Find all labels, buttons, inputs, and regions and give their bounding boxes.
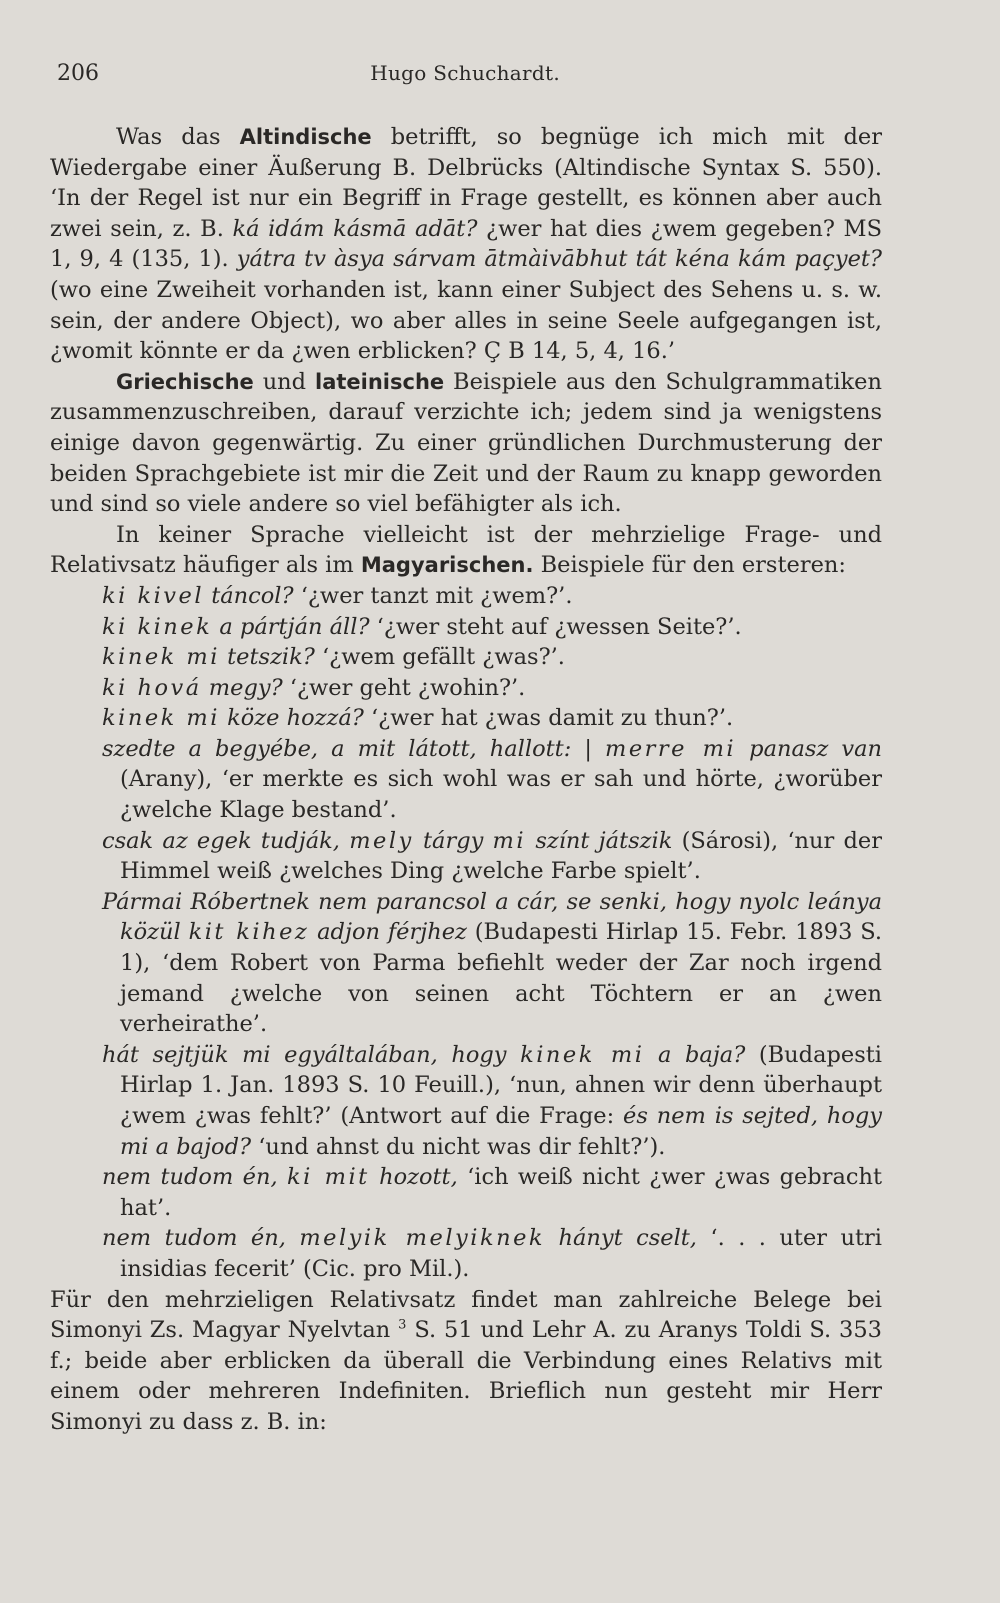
example-item: szedte a begyébe, a mit látott, hallott: | merre mi panasz van (Arany), ‘er merkte es sich wohl was er sah und hörte, ¿worüber ¿welche Klage bestand’. (102, 735, 882, 824)
edition-superscript: 3 (398, 1317, 407, 1333)
example-item: nem tudom én, ki mit hozott, ‘ich weiß nicht ¿wer ¿was gebracht hat’. (102, 1164, 883, 1221)
term-magyarischen: Magyarischen. (360, 553, 534, 578)
paragraph-griechisch: Griechische und lateinische Beispiele aus den Schulgrammatiken zusammenzuschreiben, darauf verzichte ich; jedem sind ja wenigstens einige davon gegenwärtig. Zu einer gründlichen Durchmusterung der beiden Sprachgebiete ist mir die Zeit und der Raum zu knapp geworden und sind so viele andere so viel befähigter als ich. (50, 368, 882, 518)
example-item: kinek mi köze hozzá? ‘¿wer hat ¿was damit zu thun?’. (102, 705, 734, 732)
page-header (57, 58, 882, 88)
sanskrit-example-2: yátra tv àsya sárvam ātmàivābhut tát kéna kám paçyet? (236, 246, 882, 273)
example-item: csak az egek tudják, mely tárgy mi színt játszik (Sárosi), ‘nur der Himmel weiß ¿welches Ding ¿welche Farbe spielt’. (102, 827, 882, 885)
paragraph-magyarisch: In keiner Sprache vielleicht ist der mehrzielige Frage- und Relativsatz häufiger als im Magyarischen. Beispiele für den ersteren: (50, 521, 882, 579)
example-item: ki kinek a pártján áll? ‘¿wer steht auf ¿wessen Seite?’. (102, 613, 742, 640)
example-item: nem tudom én, melyik melyiknek hányt cselt, ‘. . . uter utri insidias fecerit’ (Cic. pro Mil.). (102, 1225, 882, 1282)
running-head: Hugo Schuchardt. (370, 61, 560, 85)
example-item: Pármai Róbertnek nem parancsol a cár, se senki, hogy nyolc leánya közül kit kihez adjon férjhez (Budapesti Hirlap 15. Febr. 1893 S. 1), ‘dem Robert von Parma befiehlt weder der Zar noch irgend jemand ¿welche von seinen acht Töchtern er an ¿wen verheirathe’. (102, 888, 883, 1038)
example-item: kinek mi tetszik? ‘¿wem gefällt ¿was?’. (102, 644, 565, 671)
example-item: ki hová megy? ‘¿wer geht ¿wohin?’. (102, 674, 526, 701)
term-altindische: Altindische (239, 125, 372, 149)
example-item: hát sejtjük mi egyáltalában, hogy kinek mi a baja? (Budapesti Hirlap 1. Jan. 1893 S. 10 Feuill.), ‘nun, ahnen wir denn überhaupt ¿wem ¿was fehlt?’ (Antwort auf die Frage: és nem is sejted, hogy mi a bajod? ‘und ahnst du nicht was dir fehlt?’). (102, 1041, 882, 1160)
paragraph-relativsatz: Für den mehrzieligen Relativsatz findet man zahlreiche Belege bei Simonyi Zs. Magyar Nyelvtan $^3$ S. 51 und Lehr A. zu Aranys Toldi S. 353 f.; beide aber erblicken da überall die Verbindung eines Relativs mit einem oder mehreren Indefiniten. Brieflich nun gesteht mir Herr Simonyi zu dass z. B. in: (50, 1286, 882, 1435)
term-lateinische: lateinische (315, 369, 445, 394)
page-number: 206 (57, 61, 99, 86)
sanskrit-example-1: ká idám kásmā adāt? (232, 215, 478, 242)
paragraph-altindisch: Was das Altindische betrifft, so begnüge ich mich mit der Wiedergabe einer Äußerung B. Delbrücks (Altindische Syntax S. 550). ‘In der Regel ist nur ein Begriff in Frage gestellt, es können aber auch zwei sein, z. B. ká idám kásmā adāt? ¿wer hat dies ¿wem gegeben? MS 1, 9, 4 (135, 1). yátra tv àsya sárvam ātmàivābhut tát kéna kám paçyet? (wo eine Zweiheit vorhanden ist, kann einer Subject des Sehens u. s. w. sein, der andere Object), wo aber alles in seine Seele aufgegangen ist, ¿womit könnte er da ¿wen erblicken? Ç B 14, 5, 4, 16.’ (50, 124, 882, 365)
example-item: ki kivel táncol? ‘¿wer tanzt mit ¿wem?’. (102, 582, 573, 609)
term-griechische: Griechische (116, 369, 254, 394)
